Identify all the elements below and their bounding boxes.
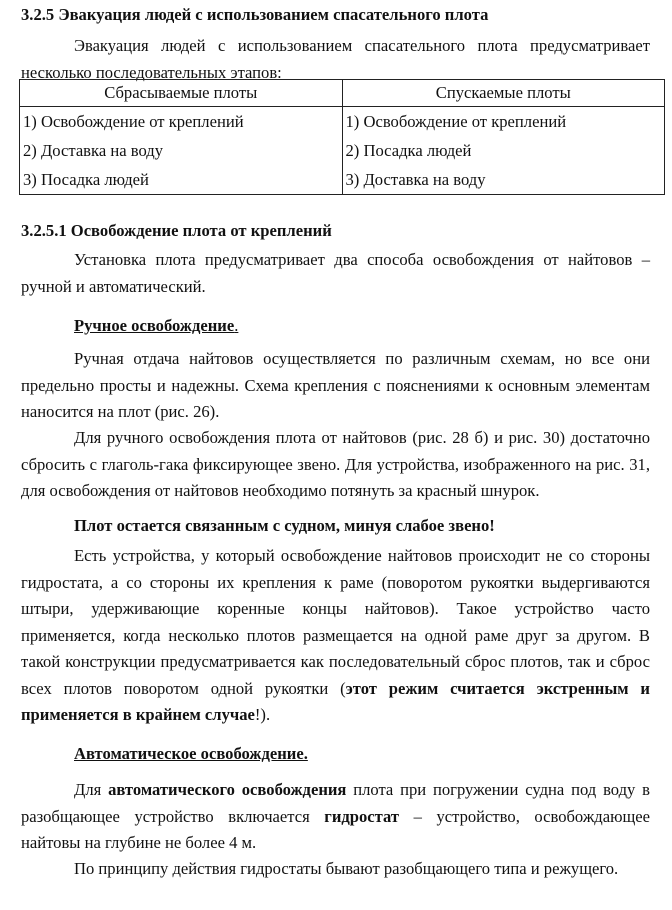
table-cell: 2) Доставка на воду <box>23 141 164 160</box>
install-paragraph: Установка плота предусматривает два способа освобождения от найтовов – ручной и автоматический. <box>21 250 650 296</box>
table-cell: 3) Доставка на воду <box>345 170 486 189</box>
table-cell: 3) Посадка людей <box>23 170 149 189</box>
automatic-paragraph-1 <box>21 777 650 857</box>
manual-paragraph-1: Ручная отдача найтовов осуществляется по различным схемам, но все они предельно просты и надежны. Схема крепления с пояснениями к основным элементам наносится на плот (рис. 26). <box>21 349 650 421</box>
table-cell: 2) Посадка людей <box>345 141 472 160</box>
table-cell: 1) Освобождение от креплений <box>345 112 567 131</box>
manual-paragraph-2: Для ручного освобождения плота от найтовов (рис. 28 б) и рис. 30) достаточно сбросить с глаголь-гака фиксирующее звено. Для устройства, изображенного на рис. 31, для освобождения от найтовов необходимо потянуть за красный шнурок. <box>21 428 650 500</box>
table-cell: 1) Освобождение от креплений <box>23 112 244 131</box>
stages-table <box>19 79 665 195</box>
automatic-paragraph-2: По принципу действия гидростаты бывают разобщающего типа и режущего. <box>74 859 619 878</box>
hydrostat-term: гидростат <box>324 806 400 826</box>
manual-release-heading-text: Ручное освобождение <box>74 316 235 335</box>
automatic-paragraph-1-c: плота при погружении судна под воду в разобщающее устройство включается <box>21 780 651 826</box>
manual-release-heading <box>74 316 238 336</box>
launched-rafts-stages <box>342 107 665 195</box>
manual-paragraph-3 <box>21 543 650 729</box>
automatic-release-term: автоматического освобождения <box>108 780 347 799</box>
intro-paragraph: Эвакуация людей с использованием спасательного плота предусматривает несколько последовательных этапов: <box>21 36 650 82</box>
automatic-release-heading: Автоматическое освобождение. <box>74 744 308 763</box>
emergency-mode-note: этот режим считается экстренным и применяется в крайнем случае <box>21 678 650 724</box>
manual-release-heading-punct: . <box>234 316 239 335</box>
column-header-dropped-rafts: Сбрасываемые плоты <box>20 80 343 107</box>
column-header-launched-rafts: Спускаемые плоты <box>342 80 665 107</box>
manual-paragraph-3-end: !). <box>254 705 271 724</box>
section-title: 3.2.5 Эвакуация людей с использованием спасательного плота <box>21 5 489 24</box>
automatic-paragraph-1-a: Для <box>74 780 109 799</box>
automatic-paragraph-1-e: – устройство, освобождающее найтовы на глубине не более 4 м. <box>21 806 650 852</box>
subsection-title: 3.2.5.1 Освобождение плота от креплений <box>21 221 332 240</box>
warning-text: Плот остается связанным с судном, минуя слабое звено! <box>74 516 495 535</box>
manual-paragraph-3-text: Есть устройства, у который освобождение найтовов происходит не со стороны гидростата, а со стороны их крепления к раме (поворотом рукоятки выдергиваются штыри, удерживающие коренные концы найтовов). Такое устройство часто применяется, когда несколько плотов размещается на одной раме друг за другом. В такой конструкции предусматривается как последовательный сброс плотов, так и сброс всех плотов поворотом одной рукоятки ( <box>21 546 650 698</box>
dropped-rafts-stages <box>20 107 343 195</box>
